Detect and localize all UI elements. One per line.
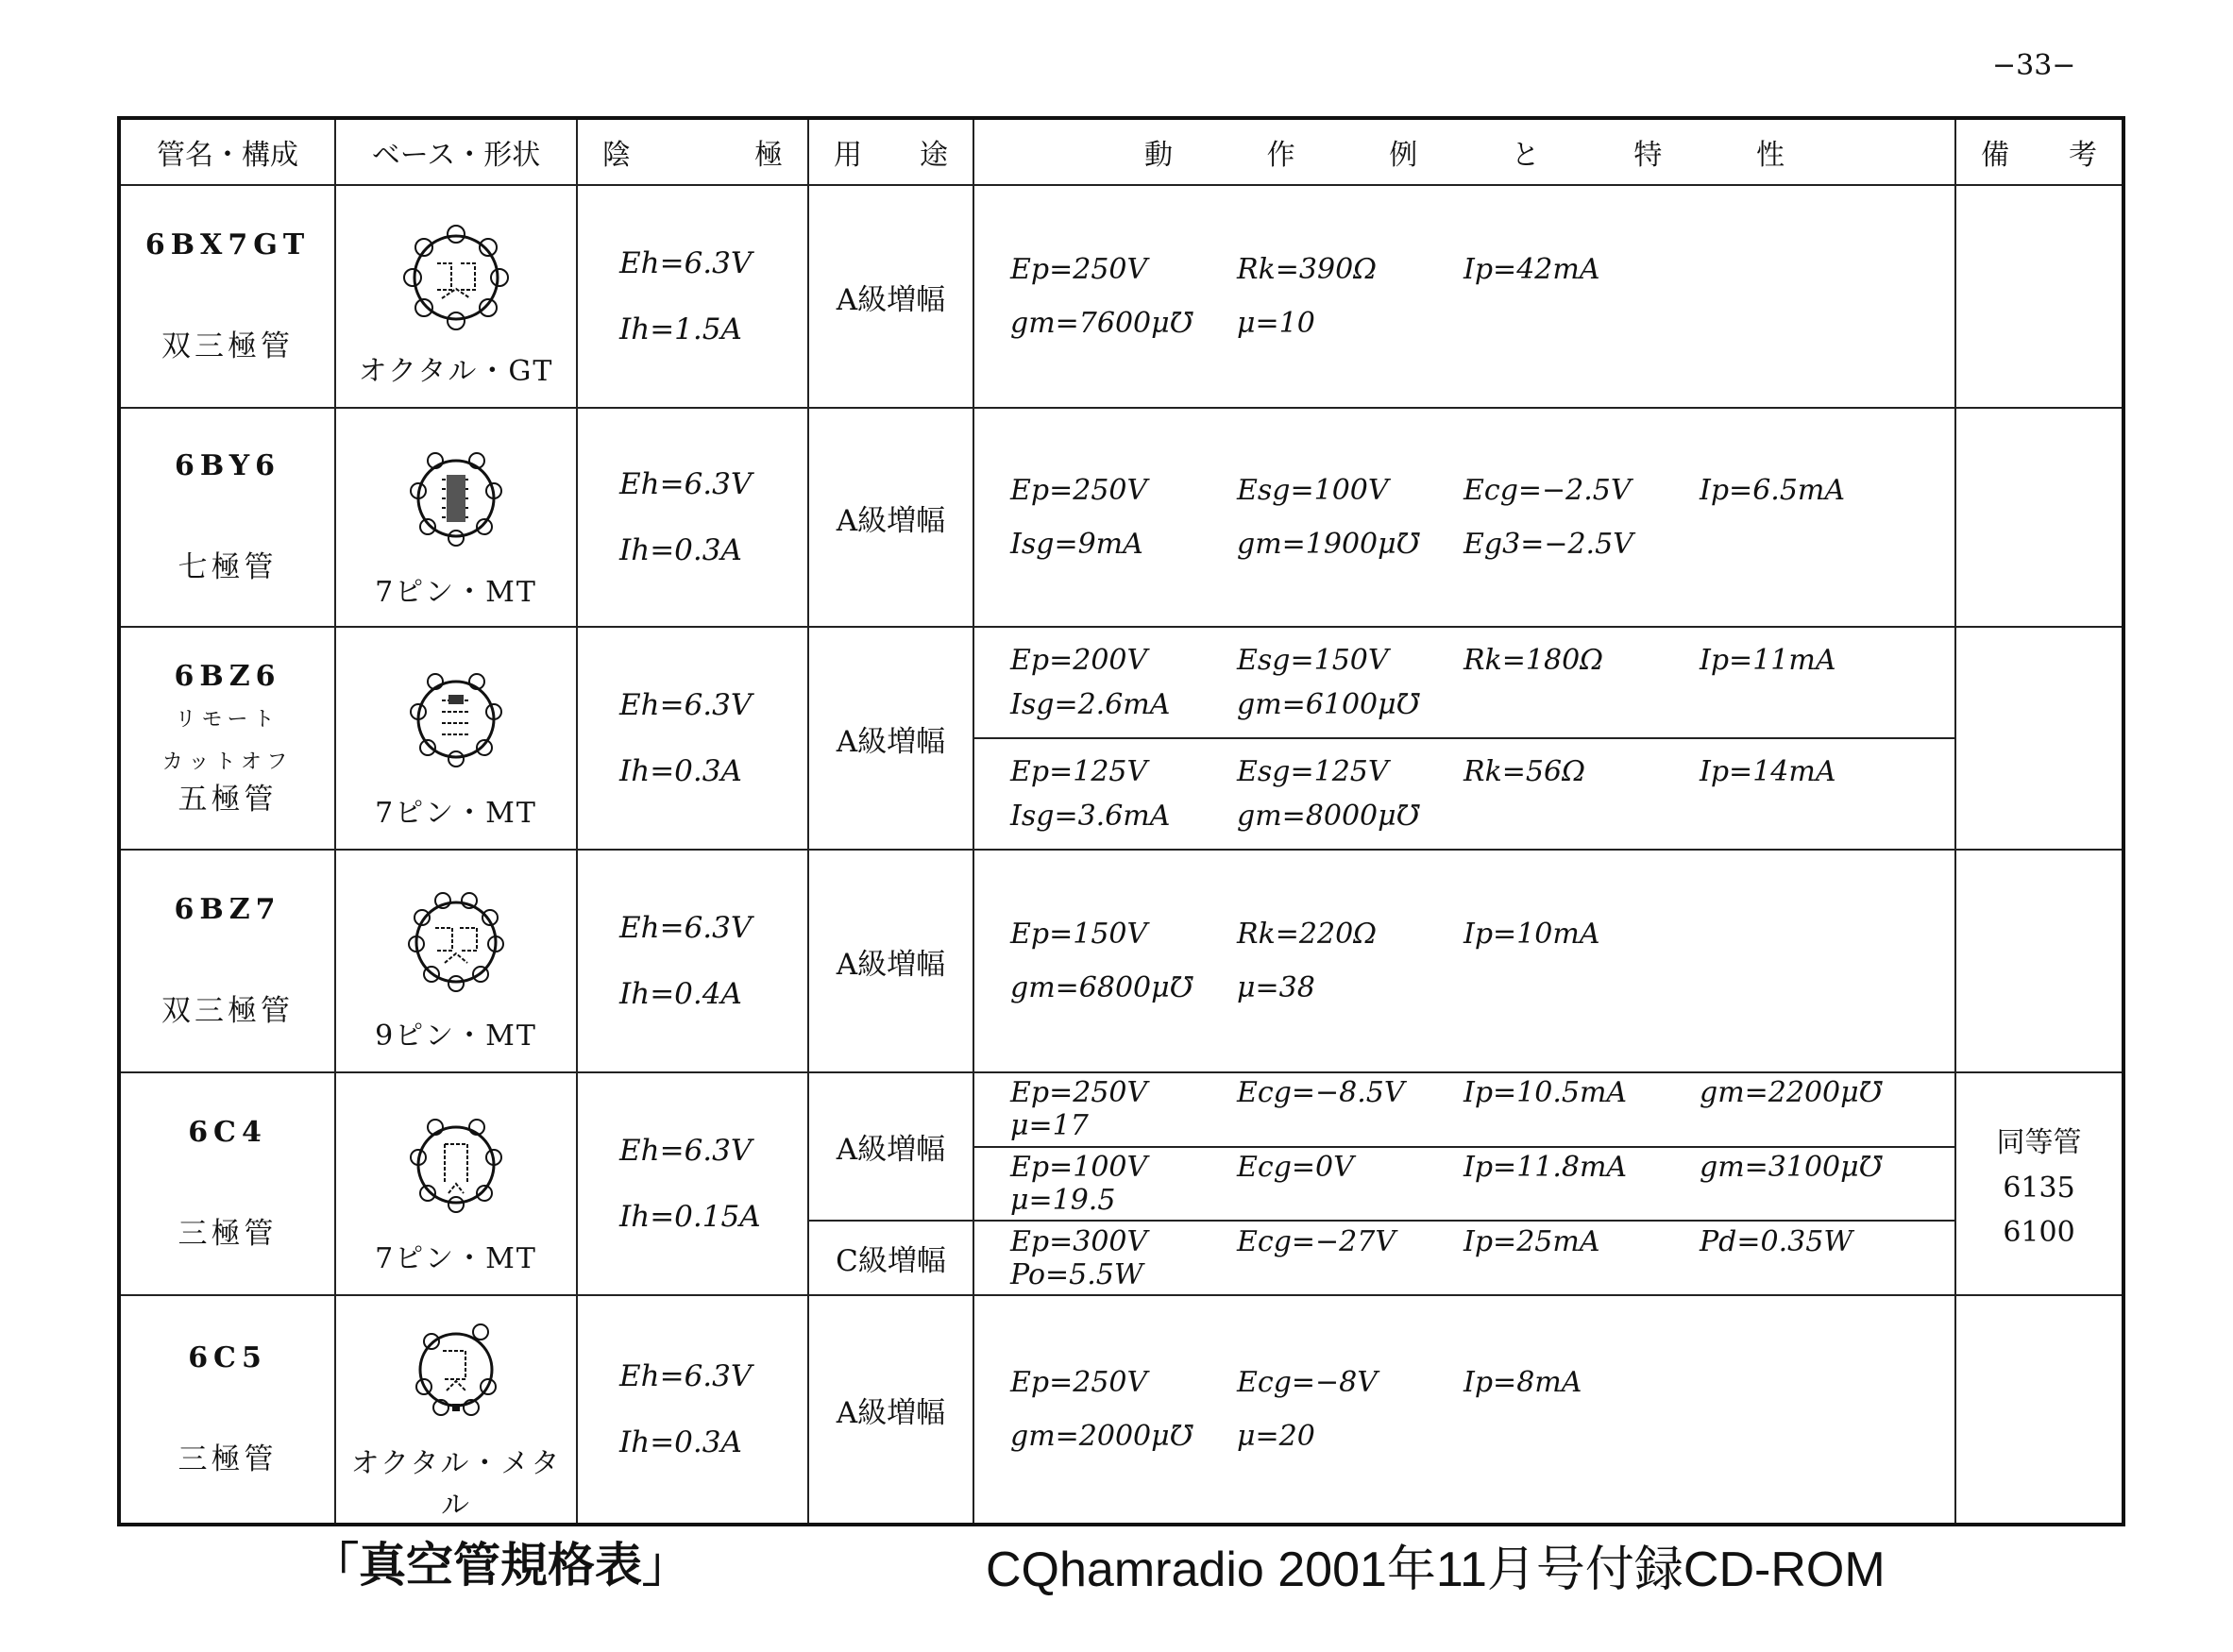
base-shape-label: オクタル・メタル xyxy=(350,1447,562,1522)
use-cell: A級増幅 xyxy=(808,627,973,850)
heater-voltage: Eh=6.3V xyxy=(619,1134,753,1168)
tube-model: 6BZ6 xyxy=(174,659,281,693)
tube-model: 6BZ7 xyxy=(174,893,281,926)
table-row xyxy=(119,408,2123,627)
use-class-a: A級増幅 xyxy=(836,1132,946,1167)
use-cell: A級増幅 xyxy=(808,408,973,627)
equivalent-tube: 6135 xyxy=(2003,1172,2075,1205)
ops-cell: Ep=150V Rk=220Ω Ip=10mA gm=6800μ℧ μ=38 xyxy=(973,850,1955,1072)
footer-source: CQhamradio 2001年11月号付録CD-ROM xyxy=(986,1542,1886,1597)
ops-cell: Ep=200V Esg=150V Rk=180Ω Ip=11mA Isg=2.6mA gm=6100μ℧ Ep=125V Esg=125V Rk=56Ω Ip=14mA Isg=3.6mA gm=8000μ℧ xyxy=(973,627,1955,850)
base-cell xyxy=(335,185,577,408)
tube-kind: 五極管 xyxy=(178,782,278,817)
header-cathode: 陰 極 xyxy=(577,118,808,185)
tube-spec-table xyxy=(117,116,2125,1526)
tube-model: 6BX7GT xyxy=(144,228,311,261)
tube-kind: 双三極管 xyxy=(161,329,294,363)
header-notes: 備 考 xyxy=(1955,118,2123,185)
tube-name-cell xyxy=(119,408,335,627)
tube-name-cell xyxy=(119,185,335,408)
tube-name-cell xyxy=(119,1295,335,1525)
pin-diagram-icon xyxy=(390,211,522,344)
base-shape-label: 7ピン・MT xyxy=(375,797,537,830)
tube-name-cell xyxy=(119,627,335,850)
heater-voltage: Eh=6.3V xyxy=(619,1359,753,1393)
header-ops: 動 作 例 と 特 性 xyxy=(973,118,1955,185)
heater-voltage: Eh=6.3V xyxy=(619,911,753,945)
tube-kind-note: リモート xyxy=(175,707,280,732)
heater-current: Ih=0.3A xyxy=(619,754,742,788)
heater-voltage: Eh=6.3V xyxy=(619,467,753,501)
tube-kind: 三極管 xyxy=(178,1442,278,1476)
ops-cell: Ep=250V Ecg=−8.5V Ip=10.5mA gm=2200μ℧ μ=17 Ep=100V Ecg=0V Ip=11.8mA gm=3100μ℧ μ=19.5 Ep=300V Ecg=−27V Ip=25mA Pd=0.35W Po=5.5W xyxy=(973,1072,1955,1295)
ops-cell: Ep=250V Rk=390Ω Ip=42mA gm=7600μ℧ μ=10 xyxy=(973,185,1955,408)
table-row xyxy=(119,1072,2123,1295)
table-row xyxy=(119,627,2123,850)
pin-diagram-icon xyxy=(390,653,522,785)
use-cell: A級増幅 xyxy=(808,1295,973,1525)
notes-cell xyxy=(1955,850,2123,1072)
heater-current: Ih=0.3A xyxy=(619,533,742,567)
pin-diagram-icon xyxy=(390,1099,522,1231)
footer-title: 「真空管規格表」 xyxy=(312,1538,689,1593)
header-base: ベース・形状 xyxy=(335,118,577,185)
base-shape-label: 7ピン・MT xyxy=(375,576,537,609)
equivalent-label: 同等管 xyxy=(1996,1126,2082,1159)
base-shape-label: オクタル・GT xyxy=(358,355,554,388)
notes-cell xyxy=(1955,627,2123,850)
heater-voltage: Eh=6.3V xyxy=(619,246,753,280)
pin-diagram-icon xyxy=(390,1304,522,1436)
base-cell xyxy=(335,850,577,1072)
notes-cell xyxy=(1955,185,2123,408)
ops-cell: Ep=250V Ecg=−8V Ip=8mA gm=2000μ℧ μ=20 xyxy=(973,1295,1955,1525)
table-row xyxy=(119,185,2123,408)
notes-cell xyxy=(1955,1072,2123,1295)
cathode-cell xyxy=(577,1072,808,1295)
heater-current: Ih=0.15A xyxy=(619,1200,761,1234)
cathode-cell xyxy=(577,627,808,850)
base-shape-label: 7ピン・MT xyxy=(375,1242,537,1275)
tube-kind: 三極管 xyxy=(178,1217,278,1251)
header-use: 用 途 xyxy=(808,118,973,185)
pin-diagram-icon xyxy=(390,876,522,1008)
tube-kind-note: カットオフ xyxy=(161,750,294,774)
tube-name-cell xyxy=(119,1072,335,1295)
base-shape-label: 9ピン・MT xyxy=(375,1020,537,1053)
heater-voltage: Eh=6.3V xyxy=(619,688,753,722)
use-cell: A級増幅 xyxy=(808,185,973,408)
table-row xyxy=(119,1295,2123,1525)
use-cell xyxy=(808,1072,973,1295)
use-class-c: C級増幅 xyxy=(809,1220,973,1294)
page-number: −33− xyxy=(1992,49,2076,82)
notes-cell xyxy=(1955,1295,2123,1525)
base-cell xyxy=(335,408,577,627)
header-name: 管名・構成 xyxy=(119,118,335,185)
use-cell: A級増幅 xyxy=(808,850,973,1072)
cathode-cell xyxy=(577,850,808,1072)
tube-model: 6C4 xyxy=(188,1116,267,1149)
tube-model: 6BY6 xyxy=(175,449,280,482)
base-cell xyxy=(335,1072,577,1295)
tube-kind: 七極管 xyxy=(178,550,278,584)
cathode-cell xyxy=(577,185,808,408)
table-header-row xyxy=(119,118,2123,185)
table-row xyxy=(119,850,2123,1072)
heater-current: Ih=0.4A xyxy=(619,977,742,1011)
tube-kind: 双三極管 xyxy=(161,994,294,1028)
base-cell xyxy=(335,1295,577,1525)
tube-model: 6C5 xyxy=(188,1341,267,1374)
cathode-cell xyxy=(577,408,808,627)
heater-current: Ih=1.5A xyxy=(619,312,742,346)
equivalent-tube: 6100 xyxy=(2003,1216,2075,1249)
base-cell xyxy=(335,627,577,850)
tube-name-cell xyxy=(119,850,335,1072)
notes-cell xyxy=(1955,408,2123,627)
cathode-cell xyxy=(577,1295,808,1525)
pin-diagram-icon xyxy=(390,432,522,565)
heater-current: Ih=0.3A xyxy=(619,1425,742,1459)
ops-cell: Ep=250V Esg=100V Ecg=−2.5V Ip=6.5mA Isg=9mA gm=1900μ℧ Eg3=−2.5V xyxy=(973,408,1955,627)
